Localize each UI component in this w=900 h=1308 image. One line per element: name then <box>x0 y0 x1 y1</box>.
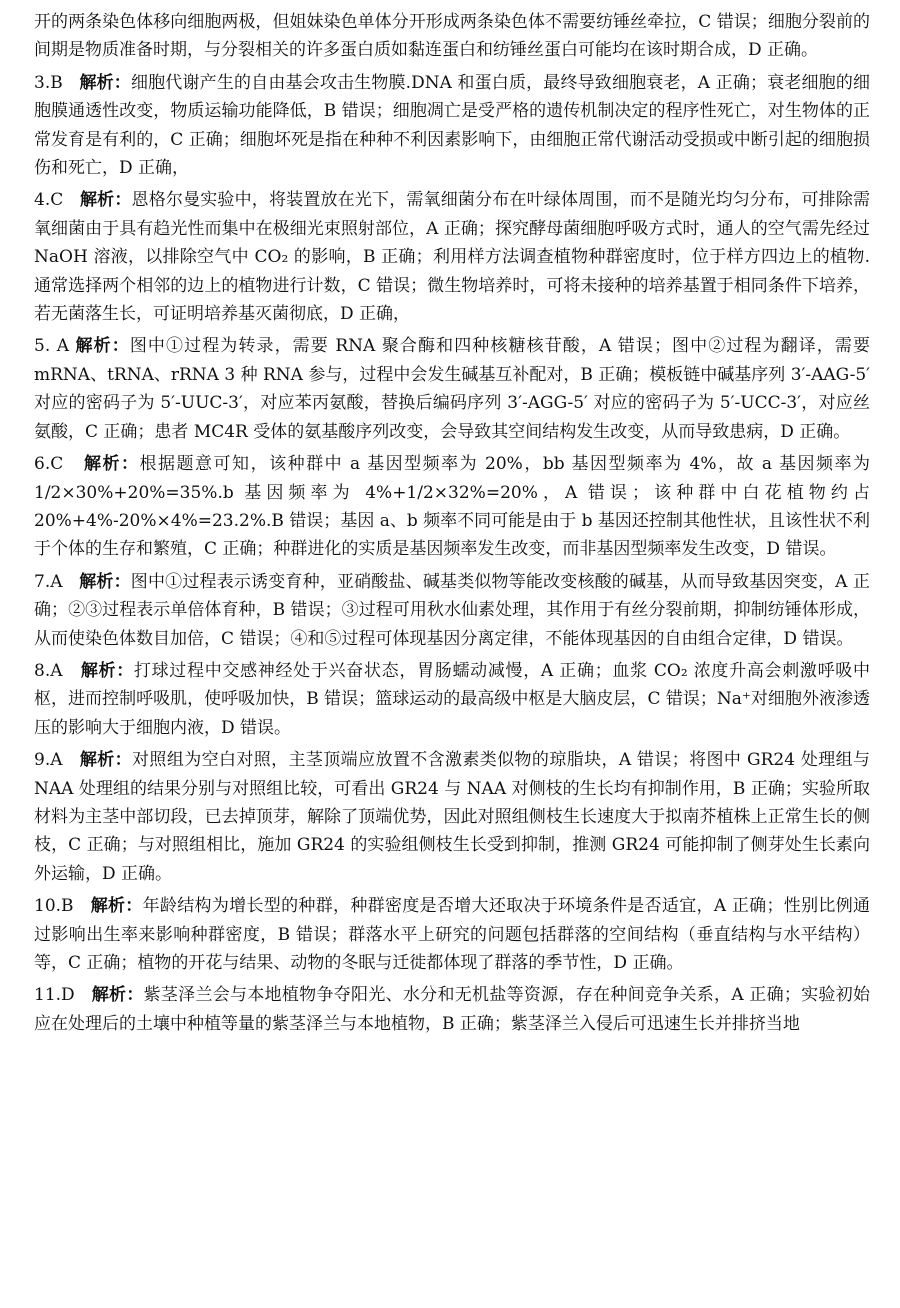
question-number: 3.B <box>34 72 63 93</box>
question-number: 7.A <box>34 571 63 592</box>
question-number: 10.B <box>34 896 74 917</box>
paragraph-text: 年龄结构为增长型的种群，种群密度是否增大还取决于环境条件是否适宜，A 正确；性别比例通过影响出生率来影响种群密度，B 错误；群落水平上研究的问题包括群落的空间结构（垂直结构与水平结构）等，C 正确；植物的开花与结果、动物的冬眠与迁徙都体现了群落的季节性，D 正确。 <box>34 896 871 973</box>
paragraph-text: 打球过程中交感神经处于兴奋状态，胃肠蠕动减慢，A 正确；血浆 CO₂ 浓度升高会刺激呼吸中枢，进而控制呼吸肌，使呼吸加快，B 错误；篮球运动的最高级中枢是大脑皮层，C 错误；Na⁺对细胞外液渗透压的影响大于细胞内液，D 错误。 <box>34 660 871 738</box>
question-number: 9.A <box>34 750 63 771</box>
paragraph-text: 根据题意可知，该种群中 a 基因型频率为 20%，bb 基因型频率为 4%，故 a 基因频率为 1/2×30%+20%=35%.b 基因频率为 4%+1/2×32%=20%，A 错误；该种群中白花植物约占 20%+4%-20%×4%=23.2%.B 错误；基因 a、b 频率不同可能是由于 b 基因还控制其他性状，且该性状不利于个体的生存和繁殖，C 正确；种群进化的实质是基因频率发生改变，而非基因型频率发生改变，D 错误。 <box>34 454 870 560</box>
analysis-tag: 解析： <box>75 336 130 357</box>
answer-paragraph-8 <box>34 657 870 742</box>
analysis-tag: 解析： <box>79 750 133 771</box>
question-number: 11.D <box>34 985 75 1006</box>
paragraph-text: 细胞代谢产生的自由基会攻击生物膜.DNA 和蛋白质，最终导致细胞衰老，A 正确；衰老细胞的细胞膜通透性改变，物质运输功能降低，B 错误；细胞凋亡是受严格的遗传机制决定的程序性死亡，对生物体的正常发育是有利的，C 正确；细胞坏死是指在种种不利因素影响下，由细胞正常代谢活动受损或中断引起的细胞损伤和死亡，D 正确， <box>34 72 871 179</box>
answer-paragraph-5 <box>34 332 870 446</box>
analysis-tag: 解析： <box>83 454 140 475</box>
answer-paragraph-2-cont <box>34 8 870 65</box>
analysis-tag: 解析： <box>91 985 144 1006</box>
analysis-tag: 解析： <box>80 660 134 681</box>
analysis-tag: 解析： <box>79 190 132 211</box>
answer-paragraph-7 <box>34 568 870 653</box>
question-number: 5. A <box>34 336 69 357</box>
question-number: 4.C <box>34 190 64 211</box>
analysis-tag: 解析： <box>79 571 131 592</box>
question-number: 8.A <box>34 660 63 681</box>
answer-paragraph-9 <box>34 746 870 888</box>
answer-paragraph-10 <box>34 892 870 977</box>
analysis-tag: 解析： <box>79 72 131 93</box>
answer-paragraph-6 <box>34 450 870 564</box>
paragraph-text: 图中①过程表示诱变育种，亚硝酸盐、碱基类似物等能改变核酸的碱基，从而导致基因突变，A 正确；②③过程表示单倍体育种，B 错误；③过程可用秋水仙素处理，其作用于有丝分裂前期，抑制纺锤体形成，从而使染色体数目加倍，C 错误；④和⑤过程可体现基因分离定律，不能体现基因的自由组合定律，D 错误。 <box>34 571 870 649</box>
answer-paragraph-11 <box>34 981 870 1038</box>
question-number: 6.C <box>34 454 64 475</box>
paragraph-text: 图中①过程为转录，需要 RNA 聚合酶和四种核糖核苷酸，A 错误；图中②过程为翻译，需要 mRNA、tRNA、rRNA 3 种 RNA 参与，过程中会发生碱基互补配对，B 正确；模板链中碱基序列 3′-AAG-5′ 对应的密码子为 5′-UUC-3′，对应苯丙氨酸，替换后编码序列 3′-AGG-5′ 对应的密码子为 5′-UCC-3′，对应丝氨酸，C 正确；患者 MC4R 受体的氨基酸序列改变，会导致其空间结构发生改变，从而导致患病，D 正确。 <box>34 336 871 442</box>
paragraph-text: 恩格尔曼实验中，将装置放在光下，需氧细菌分布在叶绿体周围，而不是随光均匀分布，可排除需氧细菌由于具有趋光性而集中在极细光束照射部位，A 正确；探究酵母菌细胞呼吸方式时，通人的空气需先经过 NaOH 溶液，以排除空气中 CO₂ 的影响，B 正确；利用样方法调查植物种群密度时，位于样方四边上的植物.通常选择两个相邻的边上的植物进行计数，C 错误；微生物培养时，可将未接种的培养基置于相同条件下培养，若无菌落生长，可证明培养基灭菌彻底，D 正确， <box>34 190 871 325</box>
analysis-tag: 解析： <box>90 896 143 917</box>
paragraph-text: 开的两条染色体移向细胞两极，但姐妹染色单体分开形成两条染色体不需要纺锤丝牵拉，C 错误；细胞分裂前的间期是物质准备时期，与分裂相关的许多蛋白质如黏连蛋白和纺锤丝蛋白可能均在该时期合成，D 正确。 <box>34 12 870 61</box>
answer-paragraph-3 <box>34 69 870 183</box>
answer-paragraph-4 <box>34 186 870 328</box>
answer-document <box>34 8 870 1042</box>
paragraph-text: 对照组为空白对照，主茎顶端应放置不含激素类似物的琼脂块，A 错误；将图中 GR24 处理组与 NAA 处理组的结果分别与对照组比较，可看出 GR24 与 NAA 对侧枝的生长均有抑制作用，B 正确；实验所取材料为主茎中部切段，已去掉顶芽，解除了顶端优势，因此对照组侧枝生长速度大于拟南芥植株上正常生长的侧枝，C 正确；与对照组相比，施加 GR24 的实验组侧枝生长受到抑制，推测 GR24 可能抑制了侧芽处生长素向外运输，D 正确。 <box>34 750 871 884</box>
paragraph-text: 紫茎泽兰会与本地植物争夺阳光、水分和无机盐等资源，存在种间竞争关系，A 正确；实验初始应在处理后的土壤中种植等量的紫茎泽兰与本地植物，B 正确；紫茎泽兰入侵后可迅速生长并排挤当地 <box>34 985 870 1034</box>
